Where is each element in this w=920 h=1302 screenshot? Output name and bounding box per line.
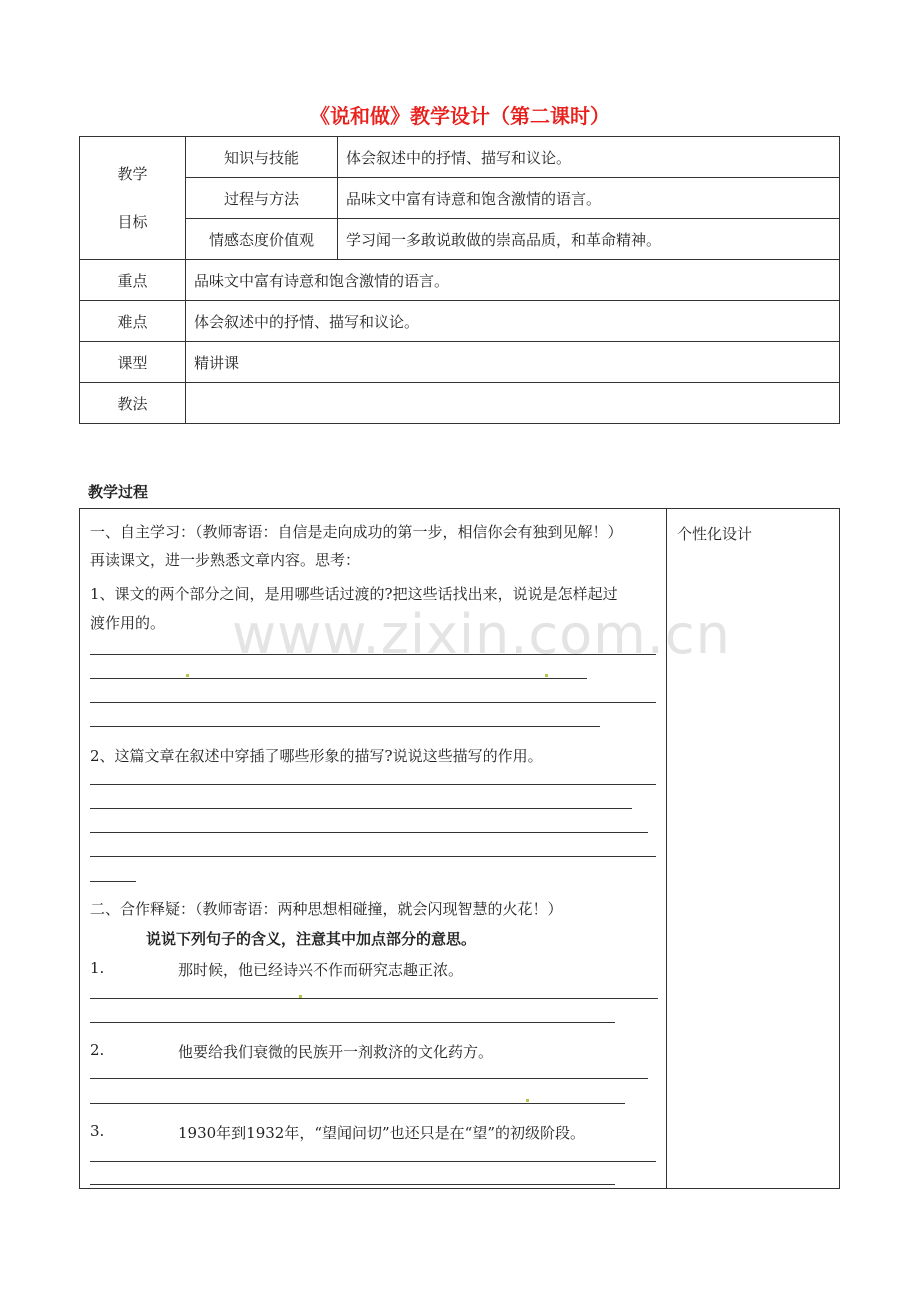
answer-line bbox=[90, 1184, 615, 1185]
answer-line bbox=[90, 1078, 648, 1079]
answer-line bbox=[90, 678, 587, 679]
answer-line bbox=[90, 1103, 625, 1104]
answer-line bbox=[90, 784, 656, 785]
row-label-lesson-type: 课型 bbox=[80, 342, 186, 383]
goal-value-process: 品味文中富有诗意和饱含激情的语言。 bbox=[338, 178, 840, 219]
question-1-line-1: 1、课文的两个部分之间，是用哪些话过渡的?把这些话找出来，说说是怎样起过 bbox=[90, 585, 618, 603]
answer-line bbox=[90, 1161, 656, 1162]
row-value-key-point: 品味文中富有诗意和饱含激情的语言。 bbox=[186, 260, 840, 301]
goals-label-1: 教学 bbox=[117, 165, 148, 183]
answer-line bbox=[90, 832, 648, 833]
goal-label-attitude: 情感态度价值观 bbox=[186, 219, 338, 260]
sentence-2-text: 他要给我们衰微的民族开一剂救济的文化药方。 bbox=[178, 1043, 494, 1061]
row-value-method bbox=[186, 383, 840, 424]
part2-title: 二、合作释疑：（教师寄语：两种思想相碰撞，就会闪现智慧的火花！） bbox=[90, 900, 563, 918]
row-value-lesson-type: 精讲课 bbox=[186, 342, 840, 383]
part1-intro: 再读课文，进一步熟悉文章内容。思考： bbox=[90, 551, 361, 569]
personalized-design-label: 个性化设计 bbox=[677, 525, 753, 543]
sentence-2-number: 2. bbox=[90, 1041, 105, 1059]
answer-line bbox=[90, 702, 656, 703]
lesson-info-table bbox=[79, 136, 840, 424]
emphasis-dot bbox=[299, 995, 302, 998]
watermark: www.zixin.com.cn bbox=[232, 603, 731, 666]
emphasis-dot bbox=[526, 1099, 529, 1102]
answer-line bbox=[90, 1022, 615, 1023]
process-heading: 教学过程 bbox=[88, 483, 149, 501]
answer-line bbox=[90, 808, 632, 809]
row-label-key-point: 重点 bbox=[80, 260, 186, 301]
sentence-3-number: 3. bbox=[90, 1122, 105, 1140]
answer-line bbox=[90, 881, 136, 882]
sentence-3-text: 1930年到1932年，“望闻问切”也还只是在“望”的初级阶段。 bbox=[178, 1124, 586, 1142]
goal-value-attitude: 学习闻一多敢说敢做的崇高品质，和革命精神。 bbox=[338, 219, 840, 260]
goals-label-2: 目标 bbox=[117, 213, 148, 231]
emphasis-dot bbox=[545, 674, 548, 677]
sentence-1-number: 1. bbox=[90, 959, 105, 977]
question-2: 2、这篇文章在叙述中穿插了哪些形象的描写?说说这些描写的作用。 bbox=[90, 747, 543, 765]
goals-label-cell bbox=[80, 137, 186, 260]
answer-line bbox=[90, 856, 656, 857]
goal-label-knowledge: 知识与技能 bbox=[186, 137, 338, 178]
answer-line bbox=[90, 998, 658, 999]
document-title: 《说和做》教学设计（第二课时） bbox=[310, 104, 610, 128]
row-label-method: 教法 bbox=[80, 383, 186, 424]
row-label-difficulty: 难点 bbox=[80, 301, 186, 342]
goal-label-process: 过程与方法 bbox=[186, 178, 338, 219]
part2-instruction: 说说下列句子的含义，注意其中加点部分的意思。 bbox=[146, 930, 477, 948]
answer-line bbox=[90, 726, 600, 727]
goal-value-knowledge: 体会叙述中的抒情、描写和议论。 bbox=[338, 137, 840, 178]
sentence-1-text: 那时候，他已经诗兴不作而研究志趣正浓。 bbox=[178, 961, 464, 979]
emphasis-dot bbox=[186, 674, 189, 677]
part1-title: 一、自主学习：（教师寄语：自信是走向成功的第一步，相信你会有独到见解！） bbox=[90, 523, 623, 541]
row-value-difficulty: 体会叙述中的抒情、描写和议论。 bbox=[186, 301, 840, 342]
question-1-line-2: 渡作用的。 bbox=[90, 614, 166, 632]
